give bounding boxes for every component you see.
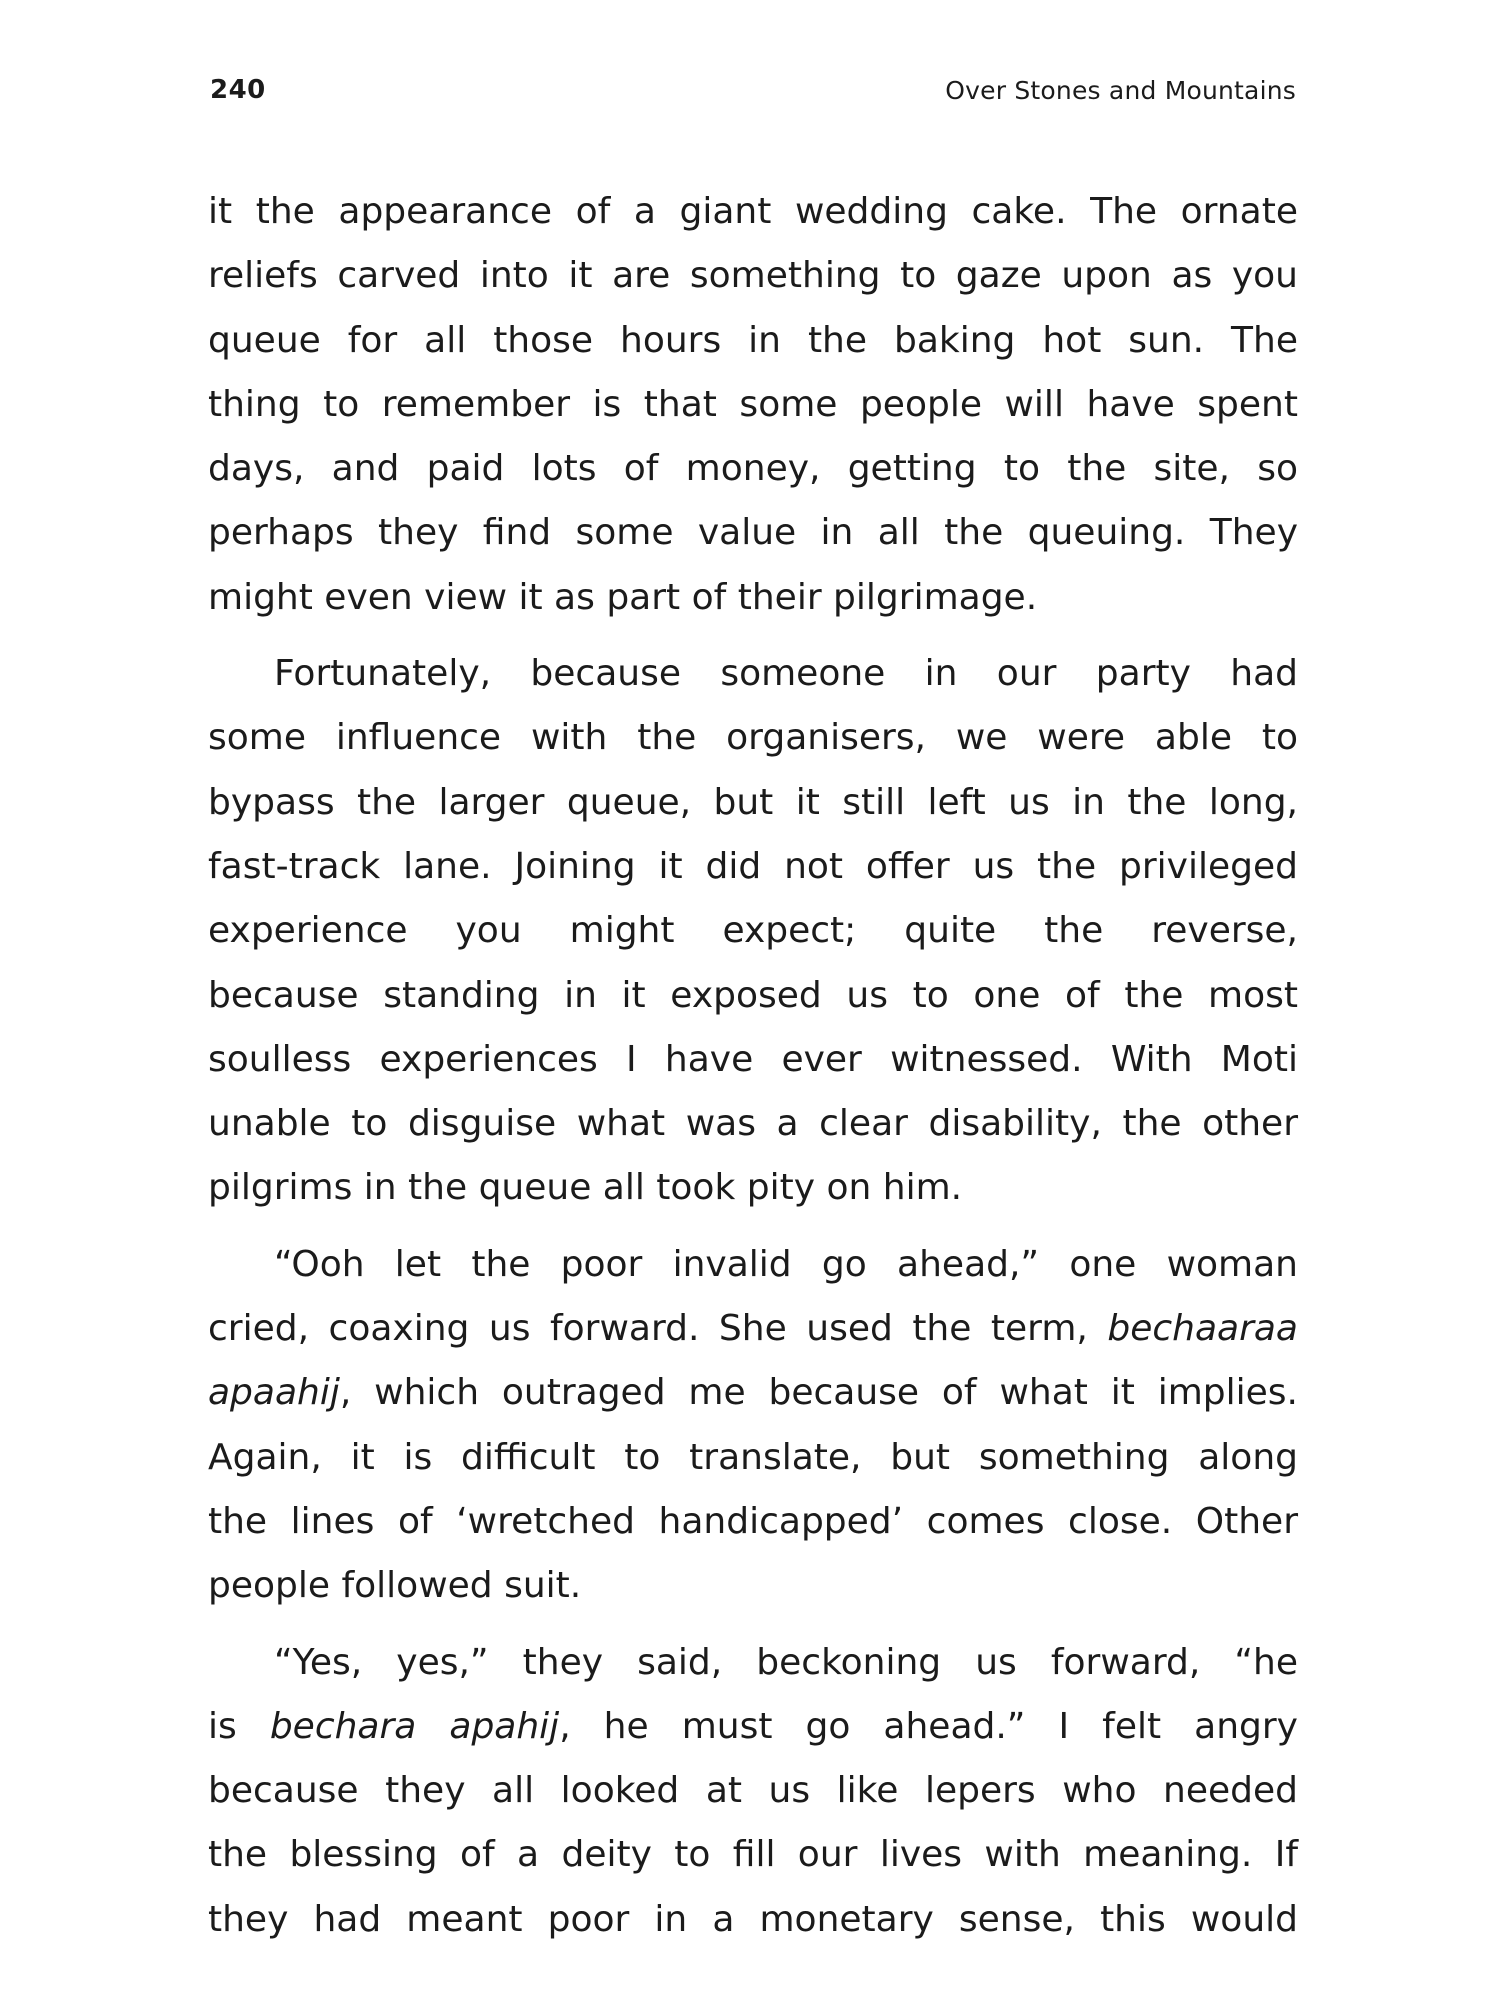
text-line: pilgrims in the queue all took pity on him. [208, 1167, 963, 1209]
text-line: because they all looked at us like lepers who needed [208, 1770, 1298, 1812]
running-head [210, 70, 1296, 110]
text-segment: is [208, 1705, 270, 1747]
book-title: Over Stones and Mountains [945, 75, 1296, 105]
text-line: days, and paid lots of money, getting to the site, so [208, 448, 1298, 490]
text-line: queue for all those hours in the baking hot sun. The [208, 319, 1298, 361]
italic-term: bechaaraa [1107, 1308, 1298, 1350]
text-segment: cried, coaxing us forward. She used the term, [208, 1308, 1108, 1350]
text-line [208, 1297, 1298, 1361]
paragraph-3 [208, 1233, 1298, 1619]
text-line: bypass the larger queue, but it still left us in the long, [208, 781, 1298, 823]
text-line: “Ooh let the poor invalid go ahead,” one woman [274, 1243, 1298, 1285]
text-line: people followed suit. [208, 1565, 582, 1607]
paragraph-4 [208, 1631, 1298, 1952]
text-line: perhaps they find some value in all the queuing. They [208, 512, 1298, 554]
text-line: the lines of ‘wretched handicapped’ comes close. Other [208, 1500, 1298, 1542]
text-line: the blessing of a deity to fill our lives with meaning. If [208, 1834, 1298, 1876]
paragraph-2 [208, 642, 1298, 1221]
italic-term: bechara apahij [269, 1705, 560, 1747]
body-text [208, 180, 1298, 1952]
italic-term: apaahij [208, 1372, 340, 1414]
text-line: “Yes, yes,” they said, beckoning us forward, “he [274, 1641, 1298, 1683]
text-line: Again, it is difficult to translate, but something along [208, 1436, 1298, 1478]
text-line: because standing in it exposed us to one of the most [208, 974, 1298, 1016]
page-number: 240 [210, 75, 266, 105]
text-line: unable to disguise what was a clear disability, the other [208, 1103, 1298, 1145]
text-line: experience you might expect; quite the reverse, [208, 910, 1298, 952]
text-line: Fortunately, because someone in our party had [274, 653, 1298, 695]
text-line: they had meant poor in a monetary sense, this would [208, 1898, 1298, 1940]
text-line: reliefs carved into it are something to gaze upon as you [208, 255, 1298, 297]
text-line [208, 1695, 1298, 1759]
paragraph-1 [208, 180, 1298, 630]
text-line: it the appearance of a giant wedding cake. The ornate [208, 191, 1298, 232]
text-line: some influence with the organisers, we were able to [208, 717, 1298, 759]
text-line: soulless experiences I have ever witnessed. With Moti [208, 1038, 1298, 1080]
text-segment: , which outraged me because of what it implies. [339, 1372, 1298, 1414]
text-line: fast-track lane. Joining it did not offer us the privileged [208, 845, 1298, 887]
text-line: thing to remember is that some people will have spent [208, 383, 1298, 425]
text-line: might even view it as part of their pilgrimage. [208, 576, 1038, 618]
text-segment: , he must go ahead.” I felt angry [559, 1705, 1298, 1747]
text-line [208, 1361, 1298, 1425]
